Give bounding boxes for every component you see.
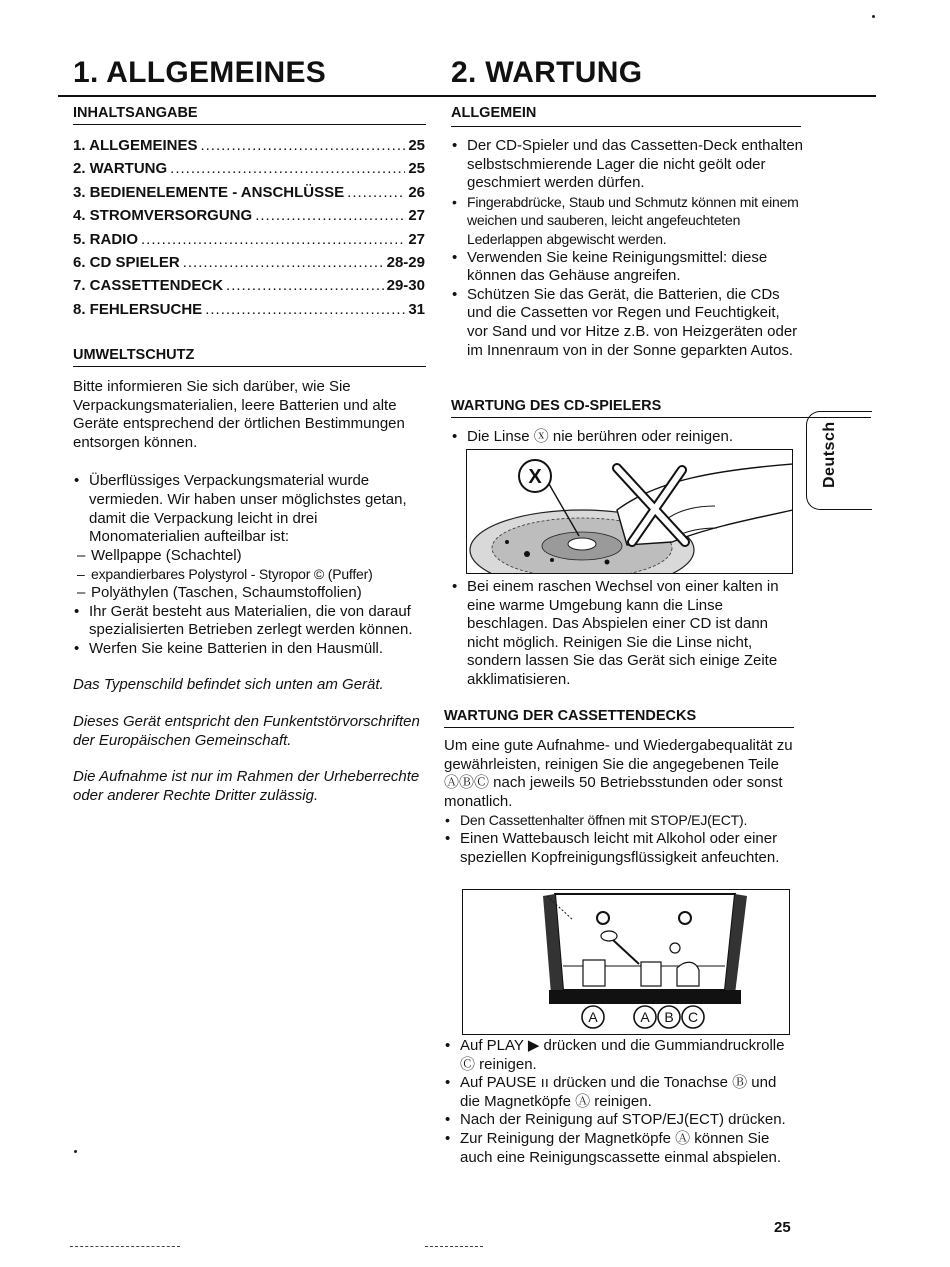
language-tab-label: Deutsch (821, 421, 838, 488)
language-tab[interactable] (806, 411, 872, 510)
cassette-text-a (444, 737, 800, 867)
toc-entry[interactable]: 1. ALLGEMEINES ..... 25 (73, 137, 425, 160)
footer-mark (425, 1246, 483, 1247)
list-item: – Polyäthylen (Taschen, Schaumstoffolien) (75, 584, 425, 603)
cd-item-1 (451, 428, 803, 447)
allgemein-heading: ALLGEMEIN (451, 105, 537, 121)
cassette-steps-b (444, 1037, 800, 1167)
list-item: • Schützen Sie das Gerät, die Batterien, die CDs und die Cassetten vor Regen und Feuchtigkeit, vor Sand und vor Hitze z.B. von Heizgeräten oder im Innenraum von in der Sonne geparkten Autos. (451, 286, 803, 360)
list-item: • Bei einem raschen Wechsel von einer kalten in eine warme Umgebung kann die Linse beschlagen. Das Abspielen einer CD ist dann nicht möglich. Reinigen Sie die Linse nicht, sondern lassen Sie das Gerät sich einige Zeite akklimatisieren. (451, 578, 803, 690)
toc-entry[interactable]: 3. BEDIENELEMENTE - ANSCHLÜSSE ..... 26 (73, 184, 425, 207)
part-label: B (664, 1009, 674, 1025)
note-copyright: Die Aufnahme ist nur im Rahmen der Urheberrechte oder anderer Rechte Dritter zulässig. (73, 768, 420, 804)
list-item: • Verwenden Sie keine Reinigungsmittel: diese können das Gehäuse angreifen. (451, 249, 803, 286)
material-list (75, 547, 425, 603)
cassette-text-b (444, 1037, 800, 1167)
list-item: – Wellpappe (Schachtel) (75, 547, 425, 566)
scan-speck (872, 15, 875, 18)
part-label: A (588, 1009, 598, 1025)
top-rule (58, 95, 876, 97)
part-label: A (640, 1009, 650, 1025)
cassette-heading-rule (444, 727, 794, 728)
toc-entry[interactable]: 6. CD SPIELER ..... 28-29 (73, 254, 425, 277)
list-item: • Werfen Sie keine Batterien in den Hausmüll. (73, 640, 425, 659)
umwelt-text (73, 378, 425, 805)
allgemein-heading-rule (451, 126, 801, 127)
list-item: • Die Linse ⓧ nie berühren oder reinigen. (451, 428, 803, 447)
cd-heading: WARTUNG DES CD-SPIELERS (451, 398, 662, 414)
page-number: 25 (774, 1219, 791, 1236)
list-item: • Überflüssiges Verpackungsmaterial wurde vermieden. Wir haben unser möglichstes getan, damit die Verpackung leicht in drei Monomaterialien aufteilbar ist: – Wellpappe (Schachtel) – expandierbares Polystyrol - Styropor © (Puffer) – Polyäthylen (Taschen, Schaumstoffolien) (73, 472, 425, 602)
list-item: • Der CD-Spieler und das Cassetten-Deck enthalten selbstschmierende Lager die nicht geölt oder geschmiert werden dürfen. (451, 137, 803, 193)
list-item: – expandierbares Polystyrol - Styropor © (Puffer) (75, 565, 425, 584)
toc-heading-rule (73, 124, 426, 125)
umwelt-list (73, 472, 425, 658)
list-item: • Zur Reinigung der Magnetköpfe Ⓐ können Sie auch eine Reinigungscassette einmal abspielen. (444, 1130, 800, 1167)
umwelt-heading-rule (73, 366, 426, 367)
footer-mark (70, 1246, 180, 1247)
list-item: • Den Cassettenhalter öffnen mit STOP/EJ(ECT). (444, 811, 800, 830)
allgemein-list (451, 137, 803, 360)
toc-entry[interactable]: 4. STROMVERSORGUNG ..... 27 (73, 207, 425, 230)
cd-lens-drawing (467, 450, 793, 574)
umwelt-heading: UMWELTSCHUTZ (73, 347, 195, 363)
list-item: • Fingerabdrücke, Staub und Schmutz können mit einem weichen und sauberen, leicht angefeuchteten Lederlappen abgewischt werden. (451, 193, 803, 249)
scan-speck (74, 1150, 77, 1153)
toc-entry[interactable]: 7. CASSETTENDECK ..... 29-30 (73, 277, 425, 300)
cd-lens-illustration (466, 449, 793, 574)
lens-marker-label: X (528, 466, 542, 488)
umwelt-intro: Bitte informieren Sie sich darüber, wie Sie Verpackungsmaterialien, leere Batterien und alte Geräte entsprechend der örtlichen Bestimmungen entsorgen können. (73, 378, 405, 451)
note-emc: Dieses Gerät entspricht den Funkentstörvorschriften der Europäischen Gemeinschaft. (73, 712, 420, 749)
cassette-deck-illustration (462, 889, 790, 1035)
toc-entry[interactable]: 2. WARTUNG ..... 25 (73, 160, 425, 183)
list-item: • Ihr Gerät besteht aus Materialien, die von darauf spezialisierten Betrieben zerlegt werden können. (73, 603, 425, 640)
list-item: • Nach der Reinigung auf STOP/EJ(ECT) drücken. (444, 1111, 800, 1130)
cassette-heading: WARTUNG DER CASSETTENDECKS (444, 708, 697, 724)
toc-heading: INHALTSANGABE (73, 105, 198, 121)
list-item: • Einen Wattebausch leicht mit Alkohol oder einer speziellen Kopfreinigungsflüssigkeit anfeuchten. (444, 830, 800, 867)
note-typeplate: Das Typenschild befindet sich unten am Gerät. (73, 676, 384, 694)
part-label: C (687, 1009, 699, 1025)
cassette-intro: Um eine gute Aufnahme- und Wiedergabequalität zu gewährleisten, reinigen Sie die angegebenen Teile ⒶⒷⒸ nach jeweils 50 Betriebsstunden oder sonst monatlich. (444, 737, 793, 810)
section1-title: 1. ALLGEMEINES (73, 56, 327, 89)
section2-title: 2. WARTUNG (451, 56, 643, 89)
cassette-steps-a (444, 811, 800, 867)
toc-entry[interactable]: 8. FEHLERSUCHE ..... 31 (73, 301, 425, 324)
list-item: • Auf PAUSE ıı drücken und die Tonachse Ⓑ und die Magnetköpfe Ⓐ reinigen. (444, 1074, 800, 1111)
allgemein-text (451, 137, 803, 360)
toc-entry[interactable]: 5. RADIO ..... 27 (73, 231, 425, 254)
table-of-contents (73, 137, 425, 324)
list-item: • Auf PLAY ▶ drücken und die Gummiandruckrolle Ⓒ reinigen. (444, 1037, 800, 1074)
cassette-deck-drawing (463, 890, 790, 1035)
cd-item-2 (451, 578, 803, 690)
